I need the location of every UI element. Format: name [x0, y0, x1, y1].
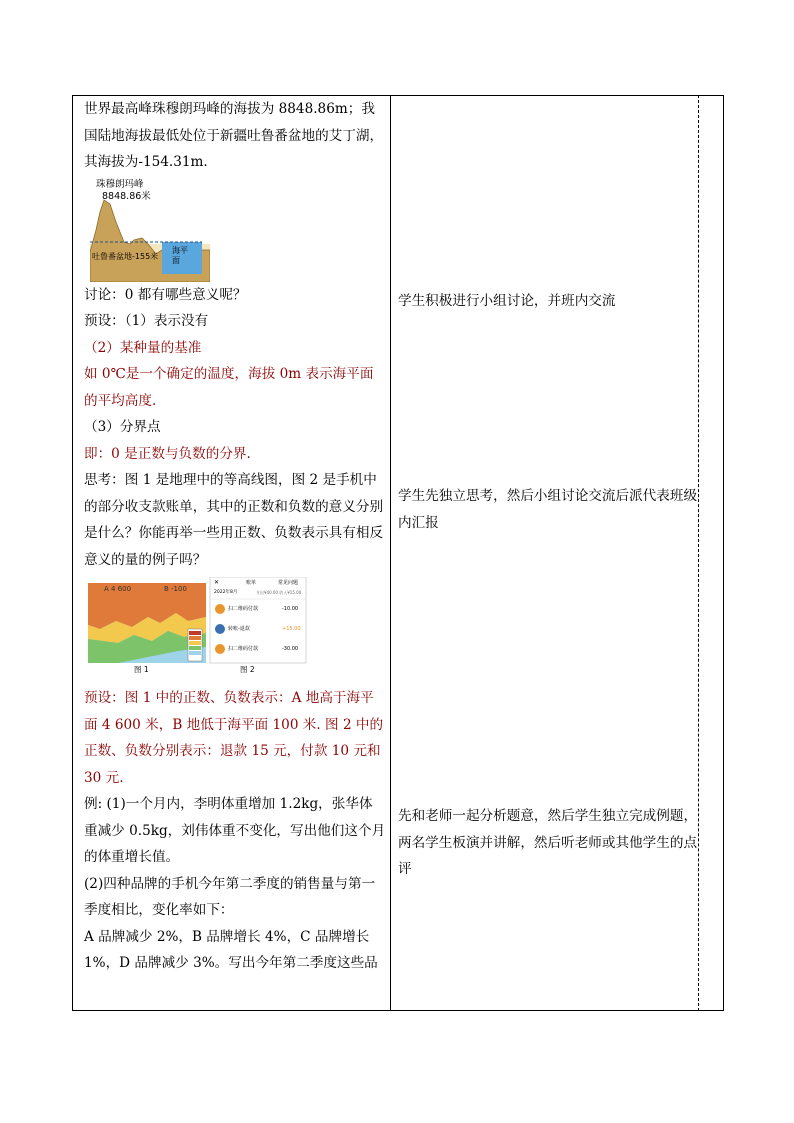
bill-close-icon: ✕: [214, 579, 220, 586]
preset-2: （2）某种量的基准: [84, 339, 202, 356]
bill-help-link: 常见问题: [278, 580, 299, 586]
bill-entry-3-amount: -30.00: [282, 646, 299, 652]
student-activity-1: 学生积极进行小组讨论，并班内交流: [398, 293, 616, 309]
bill-entry-1-amount: -10.00: [282, 606, 299, 612]
peak-height-label: 8848.86米: [102, 190, 151, 202]
example-1: 例: (1)一个月内，李明体重增加 1.2kg，张华体重减少 0.5kg，刘伟体重不变化，写出他们这个月的体重增长值。: [84, 796, 386, 865]
column-divider-2: [698, 95, 699, 1011]
intro-text: 世界最高峰珠穆朗玛峰的海拔为 8848.86m；我国陆地海拔最低处位于新疆吐鲁番盆地的艾丁湖，其海拔为-154.31m.: [84, 101, 384, 170]
student-activity-3: 先和老师一起分析题意，然后学生独立完成例题，两名学生板演并讲解，然后听老师或其他学生的点评: [398, 808, 698, 877]
preset-answer: 预设：图 1 中的正数、负数表示：A 地高于海平面 4 600 米，B 地低于海平面 100 米. 图 2 中的正数、负数分别表示：退款 15 元，付款 10 元和 30 元.: [84, 690, 384, 786]
bill-entry-1-name: 扫二维码付款: [228, 606, 259, 612]
example-2-data: A 品牌减少 2%，B 品牌增长 4%，C 品牌增长 1%，D 品牌减少 3%。写出今年第二季度这些品: [84, 928, 378, 971]
bill-entry-2-name: 转账-退款: [228, 626, 250, 632]
bill-title: 账单: [246, 580, 257, 586]
table-border-right: [723, 95, 724, 1011]
table-border-bottom: [72, 1010, 724, 1011]
altitude-figure: [90, 178, 210, 282]
peak-name-label: 珠穆朗玛峰: [96, 178, 144, 190]
map-label-b: B -100: [164, 585, 187, 593]
table-border-left: [72, 95, 73, 1011]
bill-month: 2022年8月: [214, 590, 238, 595]
sea-level-label: 海平面: [172, 245, 188, 265]
bill-entry-3-name: 扫二维码付款: [228, 646, 259, 652]
column-divider-1: [390, 95, 391, 1011]
preset-1: 预设：（1）表示没有: [84, 313, 209, 329]
preset-3: （3）分界点: [84, 419, 161, 435]
think-question: 思考：图 1 是地理中的等高线图，图 2 是手机中的部分收支款账单，其中的正数和负数的意义分别是什么？你能再举一些用正数、负数表示具有相反意义的量的例子吗？: [84, 472, 384, 568]
bill-entry-2-amount: +15.00: [282, 626, 301, 632]
student-activity-2: 学生先独立思考，然后小组讨论交流后派代表班级内汇报: [398, 488, 698, 531]
example-2: (2)四种品牌的手机今年第二季度的销售量与第一季度相比，变化率如下：: [84, 875, 376, 918]
caption-figure-1: 图 1: [134, 665, 149, 674]
bill-summary: 支出¥40.00 收入¥15.00: [256, 590, 302, 595]
map-label-a: A 4 600: [104, 585, 132, 593]
preset-2-example: 如 0℃是一个确定的温度，海拔 0m 表示海平面的平均高度.: [84, 366, 374, 409]
teaching-content-column: [84, 96, 386, 977]
contour-and-bill-figure: [88, 577, 308, 681]
preset-3-example: 即：0 是正数与负数的分界.: [84, 445, 251, 462]
caption-figure-2: 图 2: [240, 665, 255, 674]
discussion-question: 讨论：0 都有哪些意义呢？: [84, 286, 247, 303]
basin-label: 吐鲁番盆地-155米: [92, 251, 159, 261]
